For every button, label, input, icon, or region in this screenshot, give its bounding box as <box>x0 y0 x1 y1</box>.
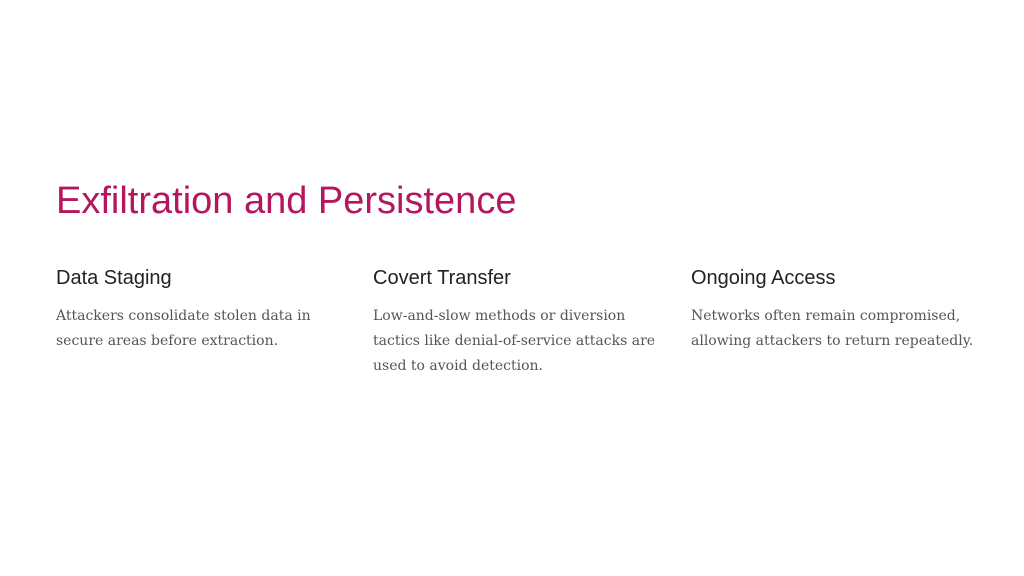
column-body: Low-and-slow methods or diversion tactics like denial-of-service attacks are used to avoid detection. <box>373 308 656 374</box>
column-ongoing-access <box>691 264 991 354</box>
column-data-staging <box>56 264 346 354</box>
column-body: Attackers consolidate stolen data in secure areas before extraction. <box>56 308 311 349</box>
column-heading: Covert Transfer <box>373 267 511 289</box>
slide-title: Exfiltration and Persistence <box>56 180 517 222</box>
column-heading: Ongoing Access <box>691 267 836 289</box>
column-covert-transfer <box>373 264 663 379</box>
column-body: Networks often remain compromised, allowing attackers to return repeatedly. <box>691 308 974 349</box>
column-heading: Data Staging <box>56 267 172 289</box>
